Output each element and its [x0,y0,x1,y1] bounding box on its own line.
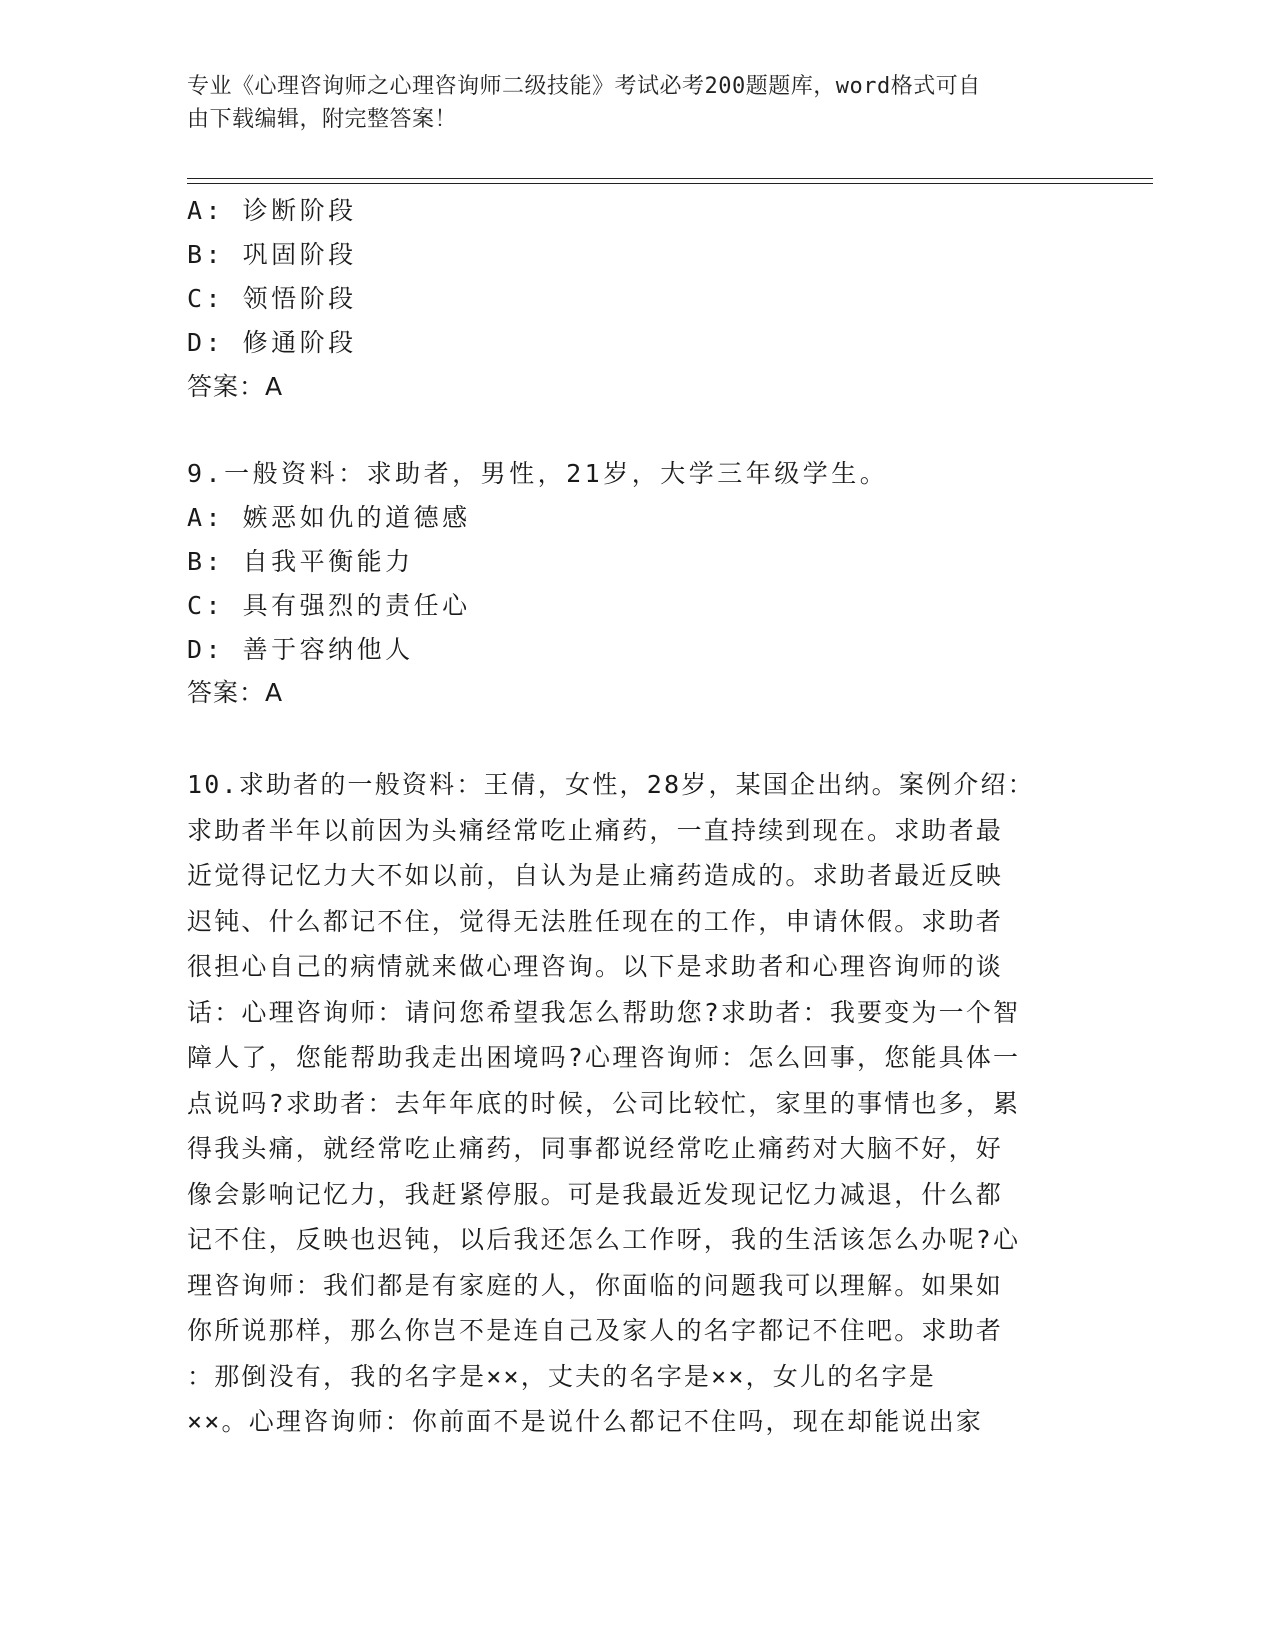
q10-line: 像会影响记忆力，我赶紧停服。可是我最近发现记忆力减退，什么都 [187,1179,1004,1209]
q9-option-c: C: 具有强烈的责任心 [187,591,471,620]
header-rule-bottom [187,183,1153,184]
q9-option-b: B: 自我平衡能力 [187,547,414,576]
q9-option-a: A: 嫉恶如仇的道德感 [187,503,471,532]
header-line-1: 专业《心理咨询师之心理咨询师二级技能》考试必考200题题库，word格式可自 [187,74,981,99]
document-header [187,70,1067,136]
q10-line: 记不住，反映也迟钝，以后我还怎么工作呀，我的生活该怎么办呢?心 [187,1225,1021,1254]
q10-line: 障人了，您能帮助我走出困境吗?心理咨询师：怎么回事，您能具体一 [187,1043,1021,1072]
q10-line: 近觉得记忆力大不如以前，自认为是止痛药造成的。求助者最近反映 [187,861,1004,890]
q10-line: ：那倒没有，我的名字是××，丈夫的名字是××，女儿的名字是 [187,1361,937,1391]
q10-line: 你所说那样，那么你岂不是连自己及家人的名字都记不住吧。求助者 [187,1316,1004,1345]
q10-line: 理咨询师：我们都是有家庭的人，你面临的问题我可以理解。如果如 [187,1270,1004,1300]
q8-answer: 答案：A [187,372,284,401]
header-rule-top [187,178,1153,179]
q9-option-d: D: 善于容纳他人 [187,635,414,664]
q10-line: 10.求助者的一般资料：王倩，女性，28岁，某国企出纳。案例介绍： [187,770,1035,799]
q10-line: ××。心理咨询师：你前面不是说什么都记不住吗，现在却能说出家 [187,1407,984,1436]
q10-line: 得我头痛，就经常吃止痛药，同事都说经常吃止痛药对大脑不好，好 [187,1134,1004,1163]
q9-stem: 9.一般资料：求助者，男性，21岁，大学三年级学生。 [187,459,889,488]
q8-option-c: C: 领悟阶段 [187,284,357,313]
header-line-2: 由下载编辑，附完整答案！ [187,107,458,132]
q10-line: 求助者半年以前因为头痛经常吃止痛药，一直持续到现在。求助者最 [187,815,1004,845]
q8-option-b: B: 巩固阶段 [187,240,357,269]
q9-answer: 答案：A [187,678,284,707]
q8-option-d: D: 修通阶段 [187,328,357,357]
q10-line: 话：心理咨询师：请问您希望我怎么帮助您?求助者：我要变为一个智 [187,997,1021,1027]
q8-option-a: A: 诊断阶段 [187,196,357,225]
q10-line: 点说吗?求助者：去年年底的时候，公司比较忙，家里的事情也多，累 [187,1088,1021,1118]
q10-line: 迟钝、什么都记不住，觉得无法胜任现在的工作，申请休假。求助者 [187,906,1004,936]
q10-line: 很担心自己的病情就来做心理咨询。以下是求助者和心理咨询师的谈 [187,952,1004,981]
q10-paragraph [187,762,1067,1445]
